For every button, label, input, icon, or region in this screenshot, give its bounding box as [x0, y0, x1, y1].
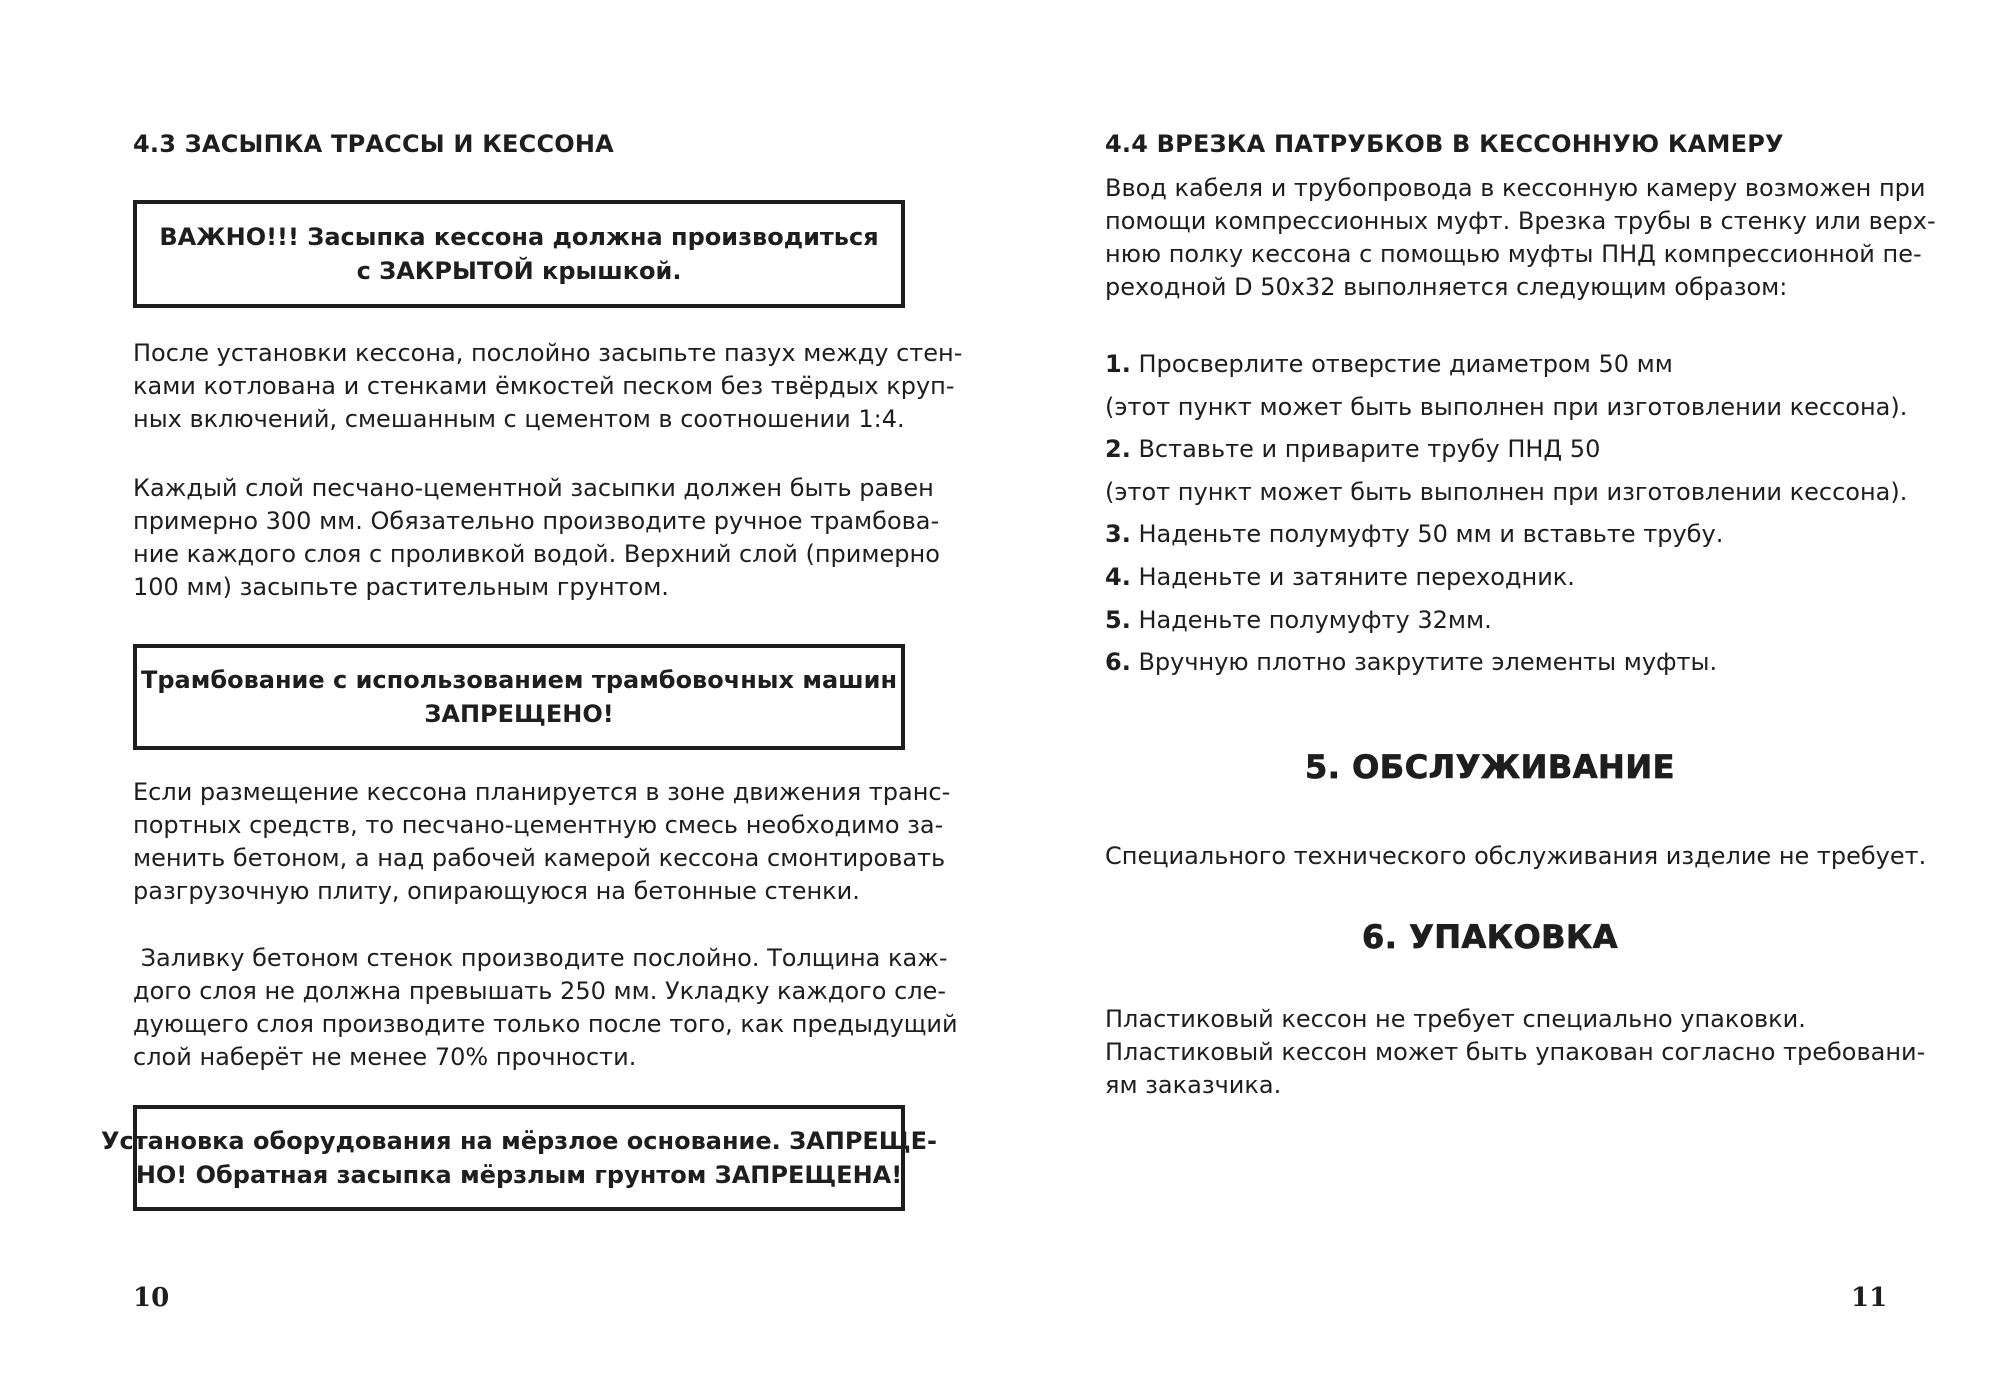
- text-line: 100 мм) засыпьте растительным грунтом.: [133, 573, 669, 601]
- chapter-title-packaging: 6. УПАКОВКА: [1362, 918, 1618, 956]
- step-number: 5.: [1105, 605, 1131, 634]
- text-line: разгрузочную плиту, опирающуюся на бетонные стенки.: [133, 877, 860, 905]
- paragraph-intro: [1105, 172, 1936, 304]
- section-title-4-4: 4.4 ВРЕЗКА ПАТРУБКОВ В КЕССОННУЮ КАМЕРУ: [1105, 130, 1784, 158]
- step-text: Наденьте полумуфту 32мм.: [1130, 605, 1492, 634]
- text-line: Если размещение кессона планируется в зоне движения транс-: [133, 778, 951, 806]
- warning-line: ВАЖНО!!! Засыпка кессона должна производиться: [159, 223, 879, 251]
- text-line: ям заказчика.: [1105, 1071, 1282, 1099]
- text-line: слой наберёт не менее 70% прочности.: [133, 1043, 637, 1071]
- list-item: [1105, 556, 1907, 599]
- step-text: Просверлите отверстие диаметром 50 мм: [1130, 350, 1673, 378]
- step-text: (этот пункт может быть выполнен при изготовлении кессона).: [1105, 477, 1908, 506]
- text-line: реходной D 50х32 выполняется следующим образом:: [1105, 273, 1788, 301]
- step-text: (этот пункт может быть выполнен при изготовлении кессона).: [1105, 392, 1908, 421]
- step-number: 1.: [1105, 350, 1131, 378]
- warning-box-closed-lid: [133, 200, 905, 308]
- text-line: дого слоя не должна превышать 250 мм. Укладку каждого сле-: [133, 977, 947, 1005]
- step-text: Наденьте полумуфту 50 мм и вставьте трубу.: [1130, 520, 1724, 549]
- text-line: ных включений, смешанным с цементом в соотношении 1:4.: [133, 405, 905, 433]
- list-item: [1105, 599, 1907, 642]
- text-line: портных средств, то песчано-цементную смесь необходимо за-: [133, 811, 944, 839]
- text-line: После установки кессона, послойно засыпьте пазух между стен-: [133, 339, 963, 367]
- text-line: примерно 300 мм. Обязательно производите ручное трамбова-: [133, 507, 940, 535]
- list-item: [1105, 513, 1907, 556]
- warning-line: НО! Обратная засыпка мёрзлым грунтом ЗАПРЕЩЕНА!: [135, 1161, 903, 1189]
- list-item: [1105, 428, 1907, 471]
- step-text: Наденьте и затяните переходник.: [1130, 562, 1575, 591]
- warning-line: Трамбование с использованием трамбовочных машин: [140, 666, 898, 694]
- step-number: 2.: [1105, 435, 1131, 464]
- text-line: Ввод кабеля и трубопровода в кессонную камеру возможен при: [1105, 174, 1926, 202]
- text-line: менить бетоном, а над рабочей камерой кессона смонтировать: [133, 844, 946, 872]
- paragraph-backfill: [133, 337, 963, 436]
- text-line: Заливку бетоном стенок производите послойно. Толщина каж-: [133, 944, 948, 972]
- list-item: [1105, 471, 1907, 514]
- paragraph-traffic-zone: [133, 776, 951, 908]
- text-line: Пластиковый кессон может быть упакован согласно требовани-: [1105, 1038, 1926, 1066]
- text-line: Специального технического обслуживания изделие не требует.: [1105, 842, 1927, 870]
- warning-box-no-machines: [133, 644, 905, 750]
- text-line: ками котлована и стенками ёмкостей песком без твёрдых круп-: [133, 372, 955, 400]
- step-text: Вручную плотно закрутите элементы муфты.: [1130, 648, 1718, 677]
- list-item: [1105, 641, 1907, 684]
- step-number: 6.: [1105, 648, 1131, 677]
- paragraph-layers: [133, 472, 940, 604]
- text-line: помощи компрессионных муфт. Врезка трубы в стенку или верх-: [1105, 207, 1936, 235]
- right-page: [1000, 0, 2000, 1400]
- section-title-4-3: 4.3 ЗАСЫПКА ТРАССЫ И КЕССОНА: [133, 130, 614, 158]
- step-number: 3.: [1105, 520, 1131, 549]
- text-line: Пластиковый кессон не требует специально упаковки.: [1105, 1005, 1806, 1033]
- list-item: [1105, 386, 1907, 429]
- paragraph-concrete-walls: [133, 942, 958, 1074]
- chapter-title-maintenance: 5. ОБСЛУЖИВАНИЕ: [1305, 748, 1675, 786]
- text-line: ние каждого слоя с проливкой водой. Верхний слой (примерно: [133, 540, 940, 568]
- text-line: Каждый слой песчано-цементной засыпки должен быть равен: [133, 474, 934, 502]
- text-line: дующего слоя производите только после того, как предыдущий: [133, 1010, 958, 1038]
- list-item: [1105, 343, 1907, 386]
- step-number: 4.: [1105, 562, 1131, 591]
- warning-box-frozen-ground: [101, 1105, 937, 1211]
- text-line: нюю полку кессона с помощью муфты ПНД компрессионной пе-: [1105, 240, 1922, 268]
- warning-line: с ЗАКРЫТОЙ крышкой.: [356, 257, 682, 285]
- page-number-right: 11: [1851, 1283, 1888, 1313]
- warning-line: Установка оборудования на мёрзлое основание. ЗАПРЕЩЕ-: [101, 1127, 937, 1155]
- steps-list: [1105, 343, 1907, 684]
- paragraph-packaging: [1105, 1003, 1926, 1102]
- step-text: Вставьте и приварите трубу ПНД 50: [1130, 435, 1601, 464]
- paragraph-maintenance: [1105, 840, 1927, 873]
- warning-line: ЗАПРЕЩЕНО!: [424, 700, 614, 728]
- page-number-left: 10: [133, 1283, 170, 1313]
